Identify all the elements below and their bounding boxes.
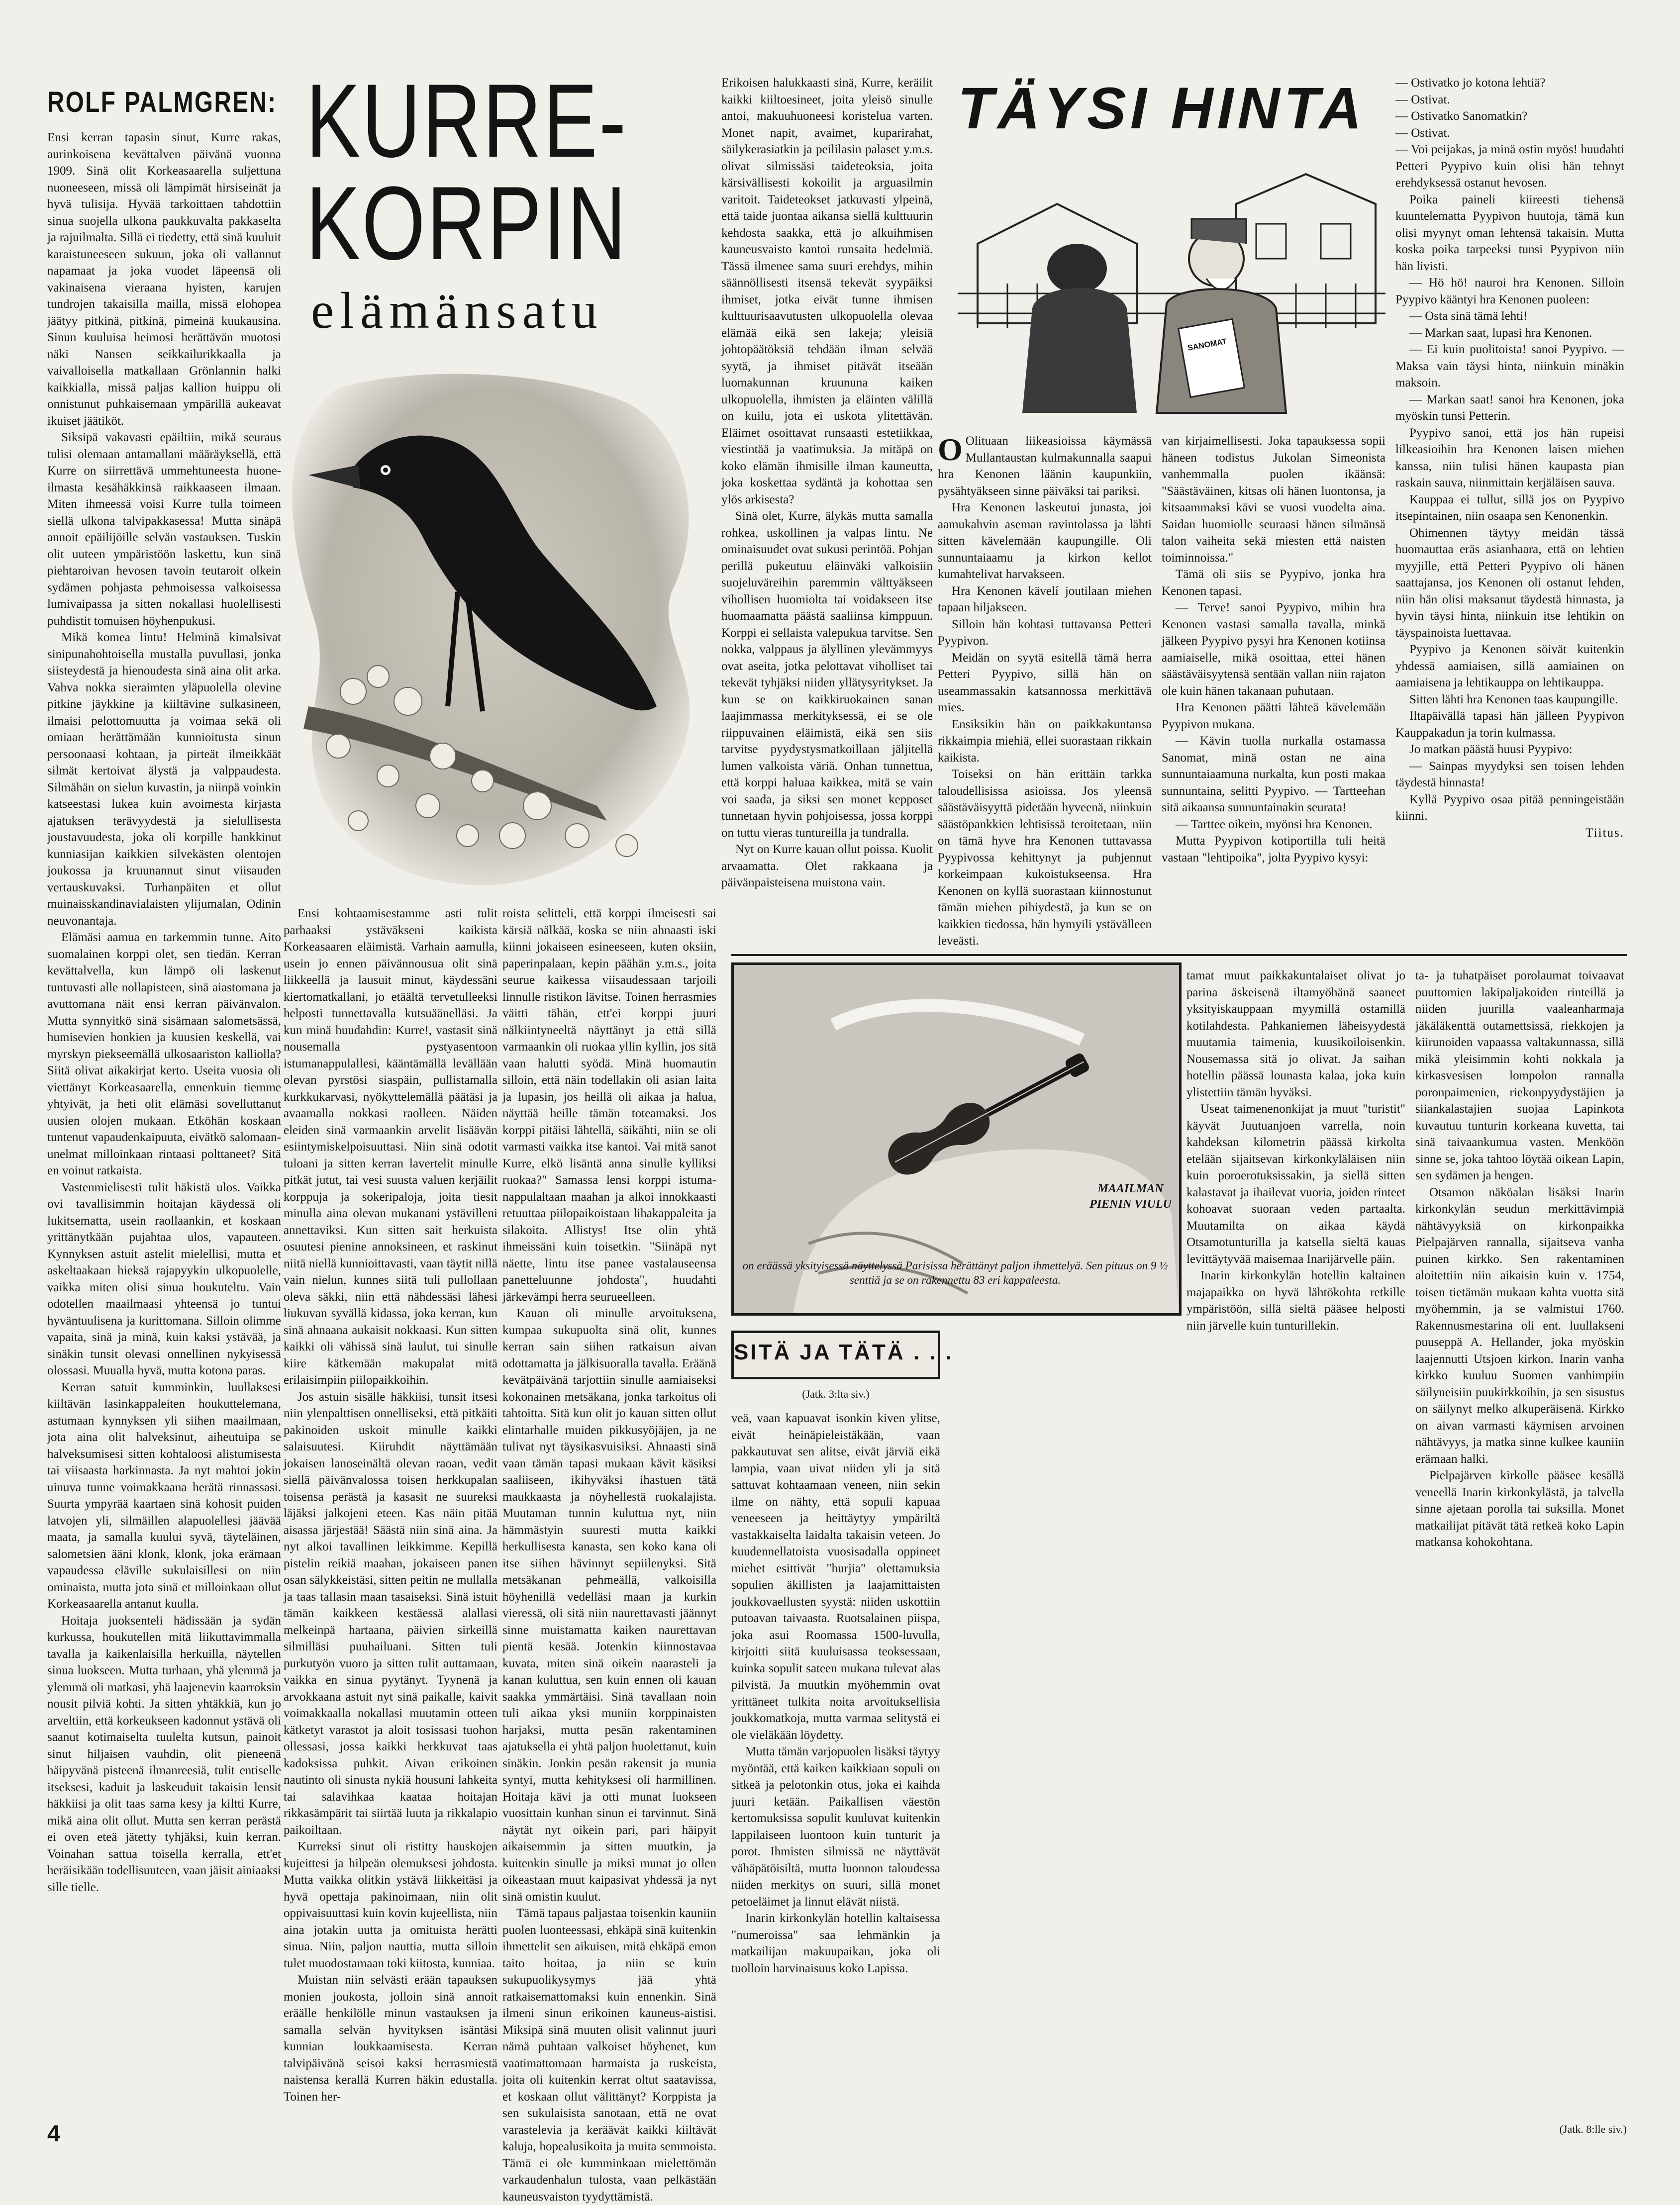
kurre-byline: ROLF PALMGREN:	[47, 86, 277, 118]
sita-b-p2: Useat taimenenonkijat ja muut "turistit" käyvät Juutuanjoen varrella, noin kahdeksan kilometrin päässä kirkolta etelään sijaitsevan kirkonkyläläisen niin kuin poroerotuksissakin, ja siellä sitten kalastavat ja ihailevat vuoria, joiden rinteet kohoavat suoraan veden partaalta. Muutamilta on aikaa käydä Otsamotunturilla ja katsella sieltä kauas levittäytyvää maisemaa Inarijärvelle päin.	[1186, 1102, 1405, 1266]
sita-heading: SITÄ JA TÄTÄ . . .	[734, 1340, 954, 1364]
sita-c-p2: Otsamon näköalan lisäksi Inarin kirkonkylän seudun merkittävimpiä nähtävyyksiä on kirkonpaikka Pielpajärven rannalla, sijaitseva vanha puinen kirkko. Sen rakentaminen aloitettiin niin aikaisin kuin v. 1754, toisen tietämän mukaan kahta vuotta sitä myöhemmin, ja se valmistui 1760. Rakennusmestarina oli ent. luullakseni puuseppä A. Hellander, joka myöskin laajennutti Utsjoen kirkon. Inarin vanha kirkko kuuluu Suomen vanhimpiin säilyneisiin puukirkkoihin, ja sen sisustus on säilynyt melko alkuperäisenä. Kirkko on aivan varmasti käymisen arvoinen nähtävyys, ja matka sinne kulkee kauniin erämaan halki.	[1415, 1185, 1624, 1466]
taysi-column-3	[1395, 75, 1624, 970]
kurre-col1-p7: Hoitaja juoksenteli hädissään ja sydän kurkussa, houkutellen mitä liikuttavimmalla tavalla ja kaikenlaisilla herkuilla, näytellen sinua luokseen. Mutta turhaan, yhä ylemmä ja ylemmä oli matkasi, yhä laajenevin kaarroksin nousit pilviä kohti. Ja sitten yhtäkkiä, kun jo arveltiin, että korkeukseen kadonnut ystävä oli saanut kotimaiselta tuulelta kutsun, painoit sinut hiljaisen vauhdin, olit pieneenä häipyvänä pisteenä ilmanreesiä, tulit entiselle itseksesi, kaduit ja laskeuduit takaisin lensit häkkiisi ja olit taas sama kesy ja kiltti Kurre, mikä aina olit ollut. Mutta sen kerran perästä ei oven eteä jätetty tyhjäksi, kuin kerran. Voinahan sattua toisella kerralla, ett'et heräisikään todellisuuteen, vaan jäisit ainiaaksi sille tielle.	[47, 1614, 281, 1894]
taysi-col3-p2: — Ostivat.	[1395, 93, 1450, 106]
sita-column-a	[731, 1410, 940, 2119]
sita-a-p2: Mutta tämän varjopuolen lisäksi täytyy myöntää, että kaiken kaikkiaan sopuli on sitkeä ja pelotonkin otus, joka ei kaihda juuri ketään. Paikallisen väestön kertomuksissa sopulit kuuluvat kuitenkin lappilaiseen luontoon kuin tunturit ja porot. Ihmisten silmissä ne näyttävät vähäpätöisiltä, mutta luonnon taloudessa niiden merkitys on suuri, sillä monet petoeläimet ja linnut elävät niistä.	[731, 1745, 940, 1909]
taysi-signature: Tiitus.	[1585, 826, 1624, 840]
taysi-col1-p4: Silloin hän kohtasi tuttavansa Petteri Pyypivon.	[938, 617, 1152, 648]
taysi-col3-p11: — Markan saat! sanoi hra Kenonen, joka myöskin tunsi Petterin.	[1395, 392, 1624, 423]
kurre-col2-p1: Ensi kohtaamisestamme asti tulit parhaaksi ystäväkseni kaikista Korkeasaaren eläimistä. Varhain aamulla, usein jo ennen päivännousua olit sinä liikkeellä ja lausuit minut, käydessäni kiertomatkallani, jo etäältä tervetulleeksi helposti tunnettavalla kutsuäänelläsi. Ja kun minä huudahdin: Kurre!, vastasit sinä nousemalla pystyasentoon istumanappulallesi, kääntämällä levällään olevan pyrstösi siaspäin, pullistamalla kurkkukarvasi, nyökyttelemällä päätäsi ja avaamalla nokkasi raolleen. Näiden eleiden sinä varmaankin arvelit lisäävän esiintymiskelpoisuuttasi. Niin sinä odotit tuloani ja sitten kerran lavertelit minulle pitkät jutut, tai vesi suusta valuen kerjäilit korppuja ja sokeripaloja, joita tiesit minulla aina olevan mukanani ystävilleni annettaviksi. Kun sitten sait herkuista osuutesi pienine annoksineen, et raskinut niitä niellä kunnioittavasti, vaan täytit nillä vain nielun, kunnes siitä tuli pullollaan oleva säkki, niin että nähdessäsi lähesi liukuvan syvällä kidassa, joka kerran, kun sinä ahnaana aukaisit nokkaasi. Kun sitten kaikki oli vähissä sinä laulut, tui sinulle kiire kätkemään makupalat mitä erilaisimpiin piilopaikkoihin.	[284, 907, 497, 1387]
kurre-column-4	[721, 75, 933, 935]
kurre-title	[306, 62, 628, 282]
kurre-col4-p1: Erikoisen halukkaasti sinä, Kurre, keräilit kaikki kiiltoesineet, joita yleisö sinulle antoi, makuuhuoneesi koristelua varten. Monet napit, avaimet, kuparirahat, säilykerasiatkin ja peililasin palaset y.m.s. olivat silmissäsi taideteoksia, joita kärsivällisesti kokoilit ja arguasilmin varitoit. Taideteokset jatkuvasti ylpeinä, että taide juontaa aikansa siellä kulttuurin kehdosta saakka, että jo alkuihmisen kauneusvaisto kantoi runsaita hedelmiä. Tässä ilmenee sama suuri erehdys, mihin säännöllisesti itsensä tekevät syypäiksi ihmiset, jotka eivät tunne ihmisen kulttuurisaavutusten ulkopuolella olevaa elämää eikä sen lakeja; yleisiä johtopäätöksiä tehdään ilman selvää syytä, ja ihmiset pitävät itseään luomakunnan kruununa kaiken ulkopuolella, ihmisten ja eläinten välillä on kuilu, jota ei uskota ylitettävän. Eläimet osoittavat runsaasti estetiikkaa, viestintää ja vaatimuksia. Ja mitäpä on koko elämän ihmisille ilman kauneutta, joka koskettaa sydäntä ja kohottaa sen ylös arkisesta?	[721, 76, 933, 506]
kurre-col2-p3: Kurreksi sinut oli ristitty hauskojen kujeittesi ja hilpeän olemuksesi johdosta. Mutta vaikka olitkin ystävä liikkeitäsi ja hyvä opettaja pakinoimaan, niin olit oppivaisuuttasi kuin kovin kujeellista, niin aina jotakin uutta ja omituista herätti sinua. Niin, paljon nauttia, mutta silloin tulet muodostamaan toki kiitosta, kunniaa.	[284, 1840, 497, 1970]
section-divider	[731, 954, 1627, 956]
kurre-subtitle: elämänsatu	[311, 282, 603, 339]
taysi-col3-p1: — Ostivatko jo kotona lehtiä?	[1395, 76, 1546, 90]
kurre-column-3	[502, 905, 716, 2204]
taysi-column-1	[938, 433, 1152, 955]
kurre-col2-p2: Jos astuin sisälle häkkiisi, tunsit itsesi niin ylenpalttisen onnelliseksi, että pitkäiti pakinoiden uskoit minulle kaikki salaisuutesi. Kiiruhdit näyttämään jokaisen lanoseinältä olevan raoan, vedit siellä päivänvalossa toisen herkkupalan toisensa perästä ja kasasit ne suureksi läjäksi jalkojeni eteen. Kas näin pitää aisassa järjestää! Säästä niin sinä aina. Ja nyt alkoi tavallinen leikkimme. Kepillä pistelin reikiä maahan, jokaiseen panen osan sälykkeistäsi, sitten peitin ne mullalla ja taas tallasin maan tasaiseksi. Sinä istuit tämän kaikkeen kestäessä alallasi melkeinpä hartaana, päivien sirkeillä silmilläsi puuhailuani. Sitten tuli purkutyön vuoro ja sitten tulit auttamaan, vaikka en sinua pyytänyt. Tyynenä ja arvokkaana astuit nyt sinä paikalle, kaivit voimakkaalla nokallasi muutamin otteen kätketyt varastot ja aloit tosissasi tuohon ollessasi, jossa kaikki herkkuvat taas kadoksissa puhkit. Aivan erikoinen nautinto oli sinusta nykiä housuni lahkeita tai salavihkaa kaataa hoitajan rikkasämpärit tai siirtää luuta ja rikkalapio paikoiltaan.	[284, 1390, 497, 1837]
kurre-column-1	[47, 129, 281, 2114]
cartoon-illustration	[958, 144, 1385, 423]
taysi-col3-p15: Pyypivo ja Kenonen söivät kuitenkin yhdessä aamiaisen, sillä aamiainen on aamiaisena ja lehtikauppa on lehtikauppa.	[1395, 643, 1624, 689]
taysi-col3-p10: — Ei kuin puolitoista! sanoi Pyypivo. — Maksa vain täysi hinta, niinkuin minäkin maksoin.	[1395, 343, 1624, 389]
taysi-col3-p3: — Ostivatko Sanomatkin?	[1395, 109, 1528, 123]
sita-continued-to: (Jatk. 8:lle siv.)	[1559, 2123, 1627, 2135]
raven-illustration	[279, 358, 716, 895]
taysi-col1-p3: Hra Kenonen kävelí joutilaan miehen tapaan hiljakseen.	[938, 584, 1152, 614]
sita-b-p1: tamat muut paikkakuntalaiset olivat jo parina äskeisenä iltamyöhänä saaneet yksityiskauppaan myymillä ostamillä kotilahdesta. Pahkaniemen läheisyydestä muutamia taimenia, kuusikoiloisenkin. Nousemassa sitä jo olivat. Ja saihan hotellin päässä lounasta kalaa, joka kuin ylistettiin tämän hyväksi.	[1186, 969, 1405, 1099]
kurre-col4-p2: Sinä olet, Kurre, älykäs mutta samalla rohkea, uskollinen ja valpas lintu. Ne ominaisuudet ovat sukusi perintöä. Pohjan perillä pukeutuu eläinväki valkoisiin suojeluväreihin paremmin välttyäkseen vihollisen huomiolta tai voidakseen itse huomaamatta päästä saaliinsa kimppuun. Korppi ei sellaista valepukua tarvitse. Sen nokka, valppaus ja älyllinen ylevämmyys ovat aseita, jotka pelottavat viholliset tai tekevät tyhjäksi niiden yllätysyritykset. Ja kun se on kaikkiruokainen sanan laajimmassa merkityksessä, ei se ole riippuvainen eläimistä, eikä sen siis tarvitse pyydystysmatkoillaan jäljitellä lumen valkoista väriä. Onhan tunnettua, että korppi haluaa kaikkea, mitä se vain voi saada, ja siksi sen monet kepposet tunnetaan hyvin pohjoisessa, jossa korppi on tuttu vieras tuntureilla ja tundralla.	[721, 509, 933, 840]
taysi-col3-p14: Ohimennen täytyy meidän tässä huomauttaa eräs asianhaara, että on lehtien myyjille, että Petteri Pyypivo oli hänen saattajansa, jos Kenonen oli ostanut lehden, niin hän olisi maksanut täydestä hinnasta, ja hyvin täysi hinta, niinkuin itse lehtikin on täyspainoista luettavaa.	[1395, 526, 1624, 640]
sita-column-b	[1186, 967, 1405, 2121]
violin-caption	[1077, 1181, 1184, 1212]
kurre-col4-p3: Nyt on Kurre kauan ollut poissa. Kuolit arvaamatta. Olet rakkaana ja päivänpaisteisena muistona vain.	[721, 843, 933, 889]
sita-c-p3: Pielpajärven kirkolle pääsee kesällä veneellä Inarin kirkonkylästä, ja talvella sinne ajetaan porolla tai suksilla. Monet matkailijat pitävät tätä retkeä koko Lapin matkansa kohokohtana.	[1415, 1469, 1624, 1549]
taysi-col2-p6: — Tarttee oikein, myönsi hra Kenonen.	[1176, 817, 1373, 831]
taysi-col1-p5: Meidän on syytä esitellä tämä herra Petteri Pyypivo, sillä hän on useammassakin katsannossa merkittävä mies.	[938, 651, 1152, 714]
taysi-col3-p5: — Voi peijakas, ja minä ostin myös! huudahti Petteri Pyypivo kuin olisi hän tehnyt erehdyksessä ostanut hevosen.	[1395, 143, 1624, 190]
kurre-col3-p2: Kauan oli minulle arvoituksena, kumpaa sukupuolta sinä olit, kunnes kerran sain siihen ratkaisun aivan odottamatta ja jälkisuoralla tavalla. Eräänä kevätpäivänä tarjottiin sinulle aamiaiseksi kokonainen metsäkana, jonka tarkoitus oli tahtoitta. Sitä kun olit jo kauan sitten ollut elintarhalle muiden pikkusyöjäjen, ja ne tulivat nyt täysikasvuisiksi. Ahnaasti sinä vaan tämän tapasi mukaan kävit käsiksi saaliiseen, ikihyväksi ihastuen tätä maukkaasta ja nöyhellestä ruokalajista. Muutaman tunnin kuluttua nyt, niin hämmästyin suuresti mutta kaikki herkullisesta kanasta, sen koko kana oli itse siihen hävinnyt sepiilenyksi. Sitä metsäkanan pehmeällä, valkoisilla höyhenillä vedelläsi maan ja kurkin vieressä, oli sitä niin naurettavasti jäännyt sinne muistamatta kaiken naurettavan pientä kesää. Jotenkin kiinnostavaa kuvata, miten sinä oikein naarasteli ja kanan kuluttua, sen kuin ennen oli kauan saakka ymmärtäisi. Sinä tavallaan noin tuli aikaa yksi muniin korppinaisten harjaksi, mutta pesän rakentaminen ajatuksella ei yhtä paljon huolettanut, kuin sinäkin. Jonkin pesän rakensit ja munia syntyi, mutta kehityksesi oli harmillinen. Hoitaja kävi ja otti munat luokseen vuosittain kunhan sinun ei tarvinnut. Sinä näytät nyt oikein pari, pari häipyit aikaisemmin ja sitten muutkin, ja kuitenkin sinulle ja miksi munat jo ollen oikeastaan muut kaipasivat yhdessä ja nyt sinä omistin kuulut.	[502, 1307, 716, 1904]
kurre-title-line2: KORPIN	[306, 165, 628, 282]
kurre-col1-p3: Mikä komea lintu! Helminä kimalsivat sinipunahohtoisella mustalla puvullasi, jonka siisteydestä ja hienoudesta sinä aina olit arka. Vahva nokka sieraimten yläpuolella olevine pitkine jäykkine ja kiiltävine sulkasineen, ilmaisi pelottomuutta ja voimaa sekä oli omiaan herättämään kunnioitusta sinun persoonaasi kohtaan, ja pirteät ilmeikkäät silmät kertoivat älystä ja valppaudesta. Silmähän on sielun kuvastin, ja niinpä voinkin katseestasi lukea kuin avoimesta kirjasta ajatuksen terävyydestä ja sielullisesta joustavuudesta, joka oli korpille hankkinut kunniasijan kaikkien silvekästen olentojen joukossa ja kruunannut sinut viisauden vertauskuvaksi. Turhanpäiten et ollut muinaisskandinavialaisten ylijumalan, Odinin neuvonantaja.	[47, 631, 281, 928]
taysi-col3-p17: Iltapäivällä tapasi hän jälleen Pyypivon Kauppakadun ja torin kulmassa.	[1395, 709, 1624, 740]
taysi-col1-p7: Toiseksi on hän erittäin tarkka taloudellisissa asioissa. Jos yleensä säästäväisyyttä pidetään hyveenä, niinkuin säästöpankkien lehtisissä teroitetaan, niin on tämä hyve hra Kenonen tuttavassa Pyypivossa kehittynyt ja puhjennut korkeimpaan kukoistukseensa. Hra Kenonen on kyllä suorastaan kiinnostunut tämän miehen pihiydestä, ja kun se on kaikkien tiedossa, hän hymyili ystävälleen leveästi.	[938, 767, 1152, 948]
kurre-col1-p4: Elämäsi aamua en tarkemmin tunne. Aito suomalainen korppi olet, sen tiedän. Kerran kevättalvella, kun lämpö oli laskenut tuntuvasti alle nollapisteen, sinä aiastomana ja avuttomana näit ensi kerran päivänvalon. Mutta synnyitkö sinä sisämaan salometsässä, humisevien honkien ja kuusien keskellä, vai myrskyn piekseemällä ulkosaariston kalliolla? Siitä olivat aikakirjat kerto. Useita vuosia oli viettänyt Korkeasaarella, ennenkuin tiemme yhtyivät, ja heti olit elämäsi sovelluttanut uusien olojen mukaan. Etköhän koskaan tuntenut vapaudenkaipuuta, eivätkö salomaan-unelmat milloinkaan rintaasi polttaneet? Sitä en voinut ratkaista.	[47, 931, 281, 1177]
kurre-column-2	[284, 905, 497, 2114]
taysi-col2-p7: Mutta Pyypivon kotiportilla tuli heitä vastaan "lehtipoika", jolta Pyypivo kysyi:	[1162, 834, 1385, 864]
taysi-col2-p3: — Terve! sanoi Pyypivo, mihin hra Kenonen vastasi samalla tavalla, minkä jälkeen Pyypivo pysyi hra Kenonen kotiinsa aamiaiselle, mikä osoittaa, ettei hänen säästäväisyytensä sentään vallan niin rajaton ole kuin hänen takanaan puhutaan.	[1162, 601, 1385, 698]
taysi-col3-p13: Kauppaa ei tullut, sillä jos on Pyypivo itsepintainen, niin osaapa sen Kenonenkin.	[1395, 492, 1624, 523]
taysi-col3-p12: Pyypivo sanoi, että jos hän rupeisi lilkeasioihin hra Kenonen laisen miehen kanssa, niin tulisi hänen kaupasta pian raskain sauva, niinmittain kerjäläisen sauva.	[1395, 426, 1624, 489]
taysi-col3-p19: — Sainpas myydyksi sen toisen lehden täydestä hinnasta!	[1395, 759, 1624, 789]
violin-caption-text: on eräässä yksityisessä näyttelyssä Parisissa herättänyt paljon ihmettelyä. Sen pituus on 9 ½ senttiä ja se on rakennettu 83 eri kappaleesta.	[742, 1259, 1168, 1286]
taysi-col1-p2: Hra Kenonen laskeutui junasta, joi aamukahvin aseman ravintolassa ja lähti sitten kävelemään kaupungille. Oli sunnuntaiaamu ja kirkon kellot kumahtelivat harvakseen.	[938, 501, 1152, 581]
taysi-col3-p9: — Markan saat, lupasi hra Kenonen.	[1409, 326, 1592, 340]
taysi-col3-p8: — Osta sinä tämä lehti!	[1409, 309, 1528, 323]
kurre-col3-p1: roista selitteli, että korppi ilmeisesti sai kärsiä nälkää, koska se niin ahnaasti iski kiinni jokaiseen esineeseen, kuten oksiin, paperinpalaan, kepin päähän y.m.s., joita seurue kaikessa viisaudessaan tarjoili linnulle ristikon lävitse. Toinen herrasmies väitti tähän, ett'ei korppi juuri nälkiintyneeltä näyttänyt ja että sillä varmaankin oli ruokaa yllin kyllin, jos sitä vaan halutti syödä. Minä huomautin silloin, että näin todellakin oli asian laita ja lupasin, jos heillä oli aikaa ja halua, näyttää heille tämän toteamaksi. Jos korppi pitäisi lähtellä, säikähti, niin se oli varmasti vaikka itse kantoi. Vai mitä sanot Kurre, elkö lisäntä anna sinulle kylliksi ruokaa?" Samassa lensi korppi istuma-nappulaltaan maahan ja alkoi innokkaasti retuuttaa piilopaikoistaan lihakappaleita ja silakoita. Allistys! Itse olin yhtä ihmeissäni kuin toisetkin. "Siinäpä nyt näette, lintu itse panee vastalauseensa panetteluunne johdosta", huudahti järkevämpi herra seurueelleen.	[502, 907, 716, 1304]
taysi-col3-p4: — Ostivat.	[1395, 126, 1450, 140]
taysi-col3-p16: Sitten lähti hra Kenonen taas kaupungille.	[1409, 692, 1618, 706]
sita-heading-box	[731, 1331, 954, 1379]
taysi-column-2	[1162, 433, 1385, 955]
sita-a-p1: veä, vaan kapuavat isonkin kiven ylitse, eivät heinäpieleistäkään, vaan pakkautuvat sen alitse, eivät järviä eikä lampia, vaan uivat niiden yli ja sitä sattuvat kohtaamaan veneen, niin sekin ilme on nähty, että sopuli kapuaa veneeseen ja heittäytyy ympäriltä vastakkaiselta laidalta takaisin veteen. Jo kuudennellatoista vuosisadalla oppineet miehet esittivät "hurjia" olettamuksia sopulien äkillisten ja laajamittaisten joukkovaellusten syystä: niiden uskottiin putoavan taivaasta. Ruotsalainen piispa, joka asui Roomassa 1500-luvulla, kirjoitti siitä kuuluisassa teoksessaan, kuinka sopulit sateen mukana tulevat alas pilvistä. Ja muutkin myöhemmin ovat yrittäneet tulkita noita arvoituksellisia joukkomatkoja, mutta varmaa selitystä ei ole vieläkään löydetty.	[731, 1412, 940, 1742]
kurre-col1-p2: Siksipä vakavasti epäiltiin, mikä seuraus tulisi olemaan antamallani määräyksellä, että Kurre on siirrettävä ummehtuneesta huone-ilmasta kesähäkkinsä raikkaaseen ilmaan. Miten ihmeessä voisi Kurre tulla toimeen siellä ulkona talvipakkasessa! Mutta sinäpä annoit epäilijöille selvän vastauksen. Tuskin olit uuteen ympäristöön laskettu, kun sinä piehtaroivan hevosen tavoin teutaroit olkein sydämen pohjasta pehmoisessa valkoisessa lumivaipassa ja sitten nokallasi huolellisesti puhdistit tomuisen höyhenpukusi.	[47, 431, 281, 628]
kurre-title-line1: KURRE-	[306, 62, 628, 179]
kurre-col1-p6: Kerran satuit kumminkin, luullaksesi kiiltävän lasinkappaleiten houkuttelemana, astumaan kynnyksen yli siihen maailmaan, jota aina olit halveksinut, aiheutuipa se halveksumisesi sitten kohtaloosi alistumisesta tai viisaasta harkinnasta. Ja nyt mahtoi jokin uinuva tunne voimakkaana herätä rinnassasi. Suurta ympyrää kaartaen sinä kohosit puiden latvojen yli, silmäillen alapuolellesi jäävää maata, ja samalla kuului syvä, täyteläinen, salometsien ääni klonk, klonk, joka erämaan vapaudessa eläville sukulaisillesi on niin ominaista, mutta jota sinä et milloinkaan ollut Korkeasaarella antanut kuulla.	[47, 1380, 281, 1611]
taysi-col1-p1: O Olituaan liikeasioissa käymässä Mullantaustan kulmakunnalla saapui hra Kenonen läänin kaupunkiin, pysähtyäkseen sinne päiväksi tai pariksi.	[938, 432, 1152, 498]
taysi-col2-p4: Hra Kenonen päätti lähteä kävelemään Pyypivon mukana.	[1162, 701, 1385, 731]
sita-b-p3: Inarin kirkonkylän hotellin kaltainen majapaikka on hyvä lähtökohta retkille ympäristöön, sillä sieltä pääsee helposti niin järvelle kuin tunturillekin.	[1186, 1269, 1405, 1333]
taysi-title: TÄYSI HINTA	[958, 76, 1366, 141]
sita-continued-from: (Jatk. 3:lta siv.)	[802, 1388, 870, 1400]
taysi-col1-p6: Ensiksikin hän on paikkakuntansa rikkaimpia miehiä, ellei suorastaan rikkain kaikista.	[938, 717, 1152, 765]
taysi-col2-p2: Tämä oli siis se Pyypivo, jonka hra Kenonen tapasi.	[1162, 568, 1385, 598]
taysi-col3-p7: — Hö hö! nauroi hra Kenonen. Silloin Pyypivo kääntyi hra Kenonen puoleen:	[1395, 276, 1624, 306]
taysi-cartoon	[958, 144, 1385, 423]
raven-photo	[279, 358, 716, 895]
sita-c-p1: ta- ja tuhatpäiset porolaumat toivaavat puuttomien lakipaljakoiden rinteillä ja niiden juurilla vaaleanharmaja jäkäläkenttä outamettsissä, riekkojen ja kiirunoiden vapaassa valtakunnassa, sillä mikä yleisimmin kohti nokkala ja kirkasvesisen lompolon rannalla poronpaimenien, riekonpyydystäjien ja siiankalastajien suojaa Lapinkota kuvautuu tunturin korkeana kuvetta, tai sinä taivaankumua vasten. Menköön sinne se, joka tahtoo löytää oikean Lapin, sen sydämen ja hengen.	[1415, 969, 1624, 1182]
kurre-col2-p4: Muistan niin selvästi erään tapauksen monien joukosta, jolloin sinä annoit eräälle henkilölle minun vastauksen ja samalla selvän hyvityksen isäntäsi kunnian loukkaamisesta. Kerran talvipäivänä seisoi kaksi herrasmiestä naistensa kerallä Kurren häkin edustalla. Toinen her-	[284, 1973, 497, 2104]
sita-a-p3: Inarin kirkonkylän hotellin kaltaisessa "numeroissa" saa lehmänkin ja matkailijan makuupaikan, joka oli tuolloin harvinaisuus koko Lapissa.	[731, 1912, 940, 1975]
taysi-col3-p18: Jo matkan päästä huusi Pyypivo:	[1409, 743, 1573, 756]
violin-caption-title: MAAILMAN PIENIN VIULU	[1089, 1182, 1172, 1211]
taysi-col2-p5: — Kävin tuolla nurkalla ostamassa Sanomat, minä ostan ne aina sunnuntaiaamuna nurkalta, kun posti makaa sunnuntaina, selitti Pyypivo. — Tartteehan sitä aikaansa sunnuntainakin seurata!	[1162, 734, 1385, 814]
page-number: 4	[47, 2120, 60, 2146]
sita-column-c	[1415, 967, 1624, 2102]
taysi-col3-p20: Kyllä Pyypivo osaa pitää penningeistään kiinni.	[1395, 792, 1624, 823]
taysi-col2-p1: van kirjaimellisesti. Joka tapauksessa sopii häneen todistus Jukolan Simeonista vanhemmalla puolen ikäänsä: "Säästäväinen, kitsas oli hänen luontonsa, ja kitsaammaksi kävi se vuosi vuodelta aina. Saidan huomiolle seuraasi hänen silmänsä talon vaiheita sekä miesten että naisten toiminnoissa."	[1162, 434, 1385, 565]
kurre-col3-p3: Tämä tapaus paljastaa toisenkin kauniin puolen luonteessasi, ehkäpä sinä kuitenkin ihmettelit sen aikuisen, mitä ehkäpä emon taito hoitaa, ja niin se kuin sukupuolikysymys jää yhtä ratkaisemattomaksi kuin ennenkin. Sinä ilmeni sinun erikoinen kauneus-aistisi. Miksipä sinä muuten olisit valinnut juuri nämä puhtaan valkoiset höyhenet, kun vaatimattomaan harmaista ja ruskeista, joita oli kuitenkin kerrat oltut saatavissa, et koskaan ollut välittänyt? Korppista ja sen sukulaisista sanotaan, että ne ovat varastelevia ja keräävät kaikki kiiltävät kaluja, hopealusikoita ja muita semmoista. Tämä ei ole kumminkaan mielettömän varkaudenhalun tulosta, vaan pelkästään kauneusvaiston tyydyttämistä.	[502, 1907, 716, 2204]
taysi-col3-p6: Poika paineli kiireesti tiehensä kuuntelematta Pyypivon huutoja, tämä kun olisi myynyt oman lehtensä takaisin. Mutta koska poika tarpeeksi tunsi Pyypivon niin hän livisti.	[1395, 192, 1624, 273]
kurre-col1-p1: Ensi kerran tapasin sinut, Kurre rakas, aurinkoisena kevättalven päivänä vuonna 1909. Sinä olit Korkeasaarella suljettuna nuoneeseen, missä oli lämpimät hirsiseinät ja hyvä tulisija. Hyvää tarkoittaen tahdottiin sinua suojella ulkona paukkuvalta pakkaselta ja rajuilmalta. Sillä ei tiedetty, että sinä kuuluit karaistuneeseen sukuun, joka oli vallannut napamaat ja joka vuodet läpeensä oli vakinaisena vieraana hyisten, karujen tundrojen takaisilla mailla, missä elohopea jäätyy pitkinä, pitkinä, pimeinä kuukausina. Sinun kuuluisa heimosi herättävän muotosi näki Nansen seikkailurikkaalla ja vaivalloisella matkallaan Grönlannin halki kaikkialla, missä paljas kallion huippu oli onnistunut puhkaisemaan ympärillä aukeavat ikuiset jäätiköt.	[47, 131, 281, 428]
kurre-col1-p5: Vastenmielisesti tulit häkistä ulos. Vaikka ovi tavallisimmin hoitajan käydessä oli lukitsematta, usein raollaankin, et koskaan yrittänytkään pujahtaa ulos, vapauteen. Kynnyksen astuit astelit mielellisi, mutta et askeltaakaan hieksä rajapyykin ulkopuolelle, vaikka miten olisi sinua houkuteltu. Vain odotellen maailmaasi yhteensä jo tuntui hyväntuulisena ja kurittomana. Silloin olimme vapaita, sinä ja minä, kuin kaksi ystävää, ja sinäkin tunsit olevasi onnellinen nykyisessä olossasi. Muualla hyvä, mutta kotona paras.	[47, 1180, 281, 1377]
cartoon-newspaper-label: SANOMAT	[1187, 337, 1228, 353]
